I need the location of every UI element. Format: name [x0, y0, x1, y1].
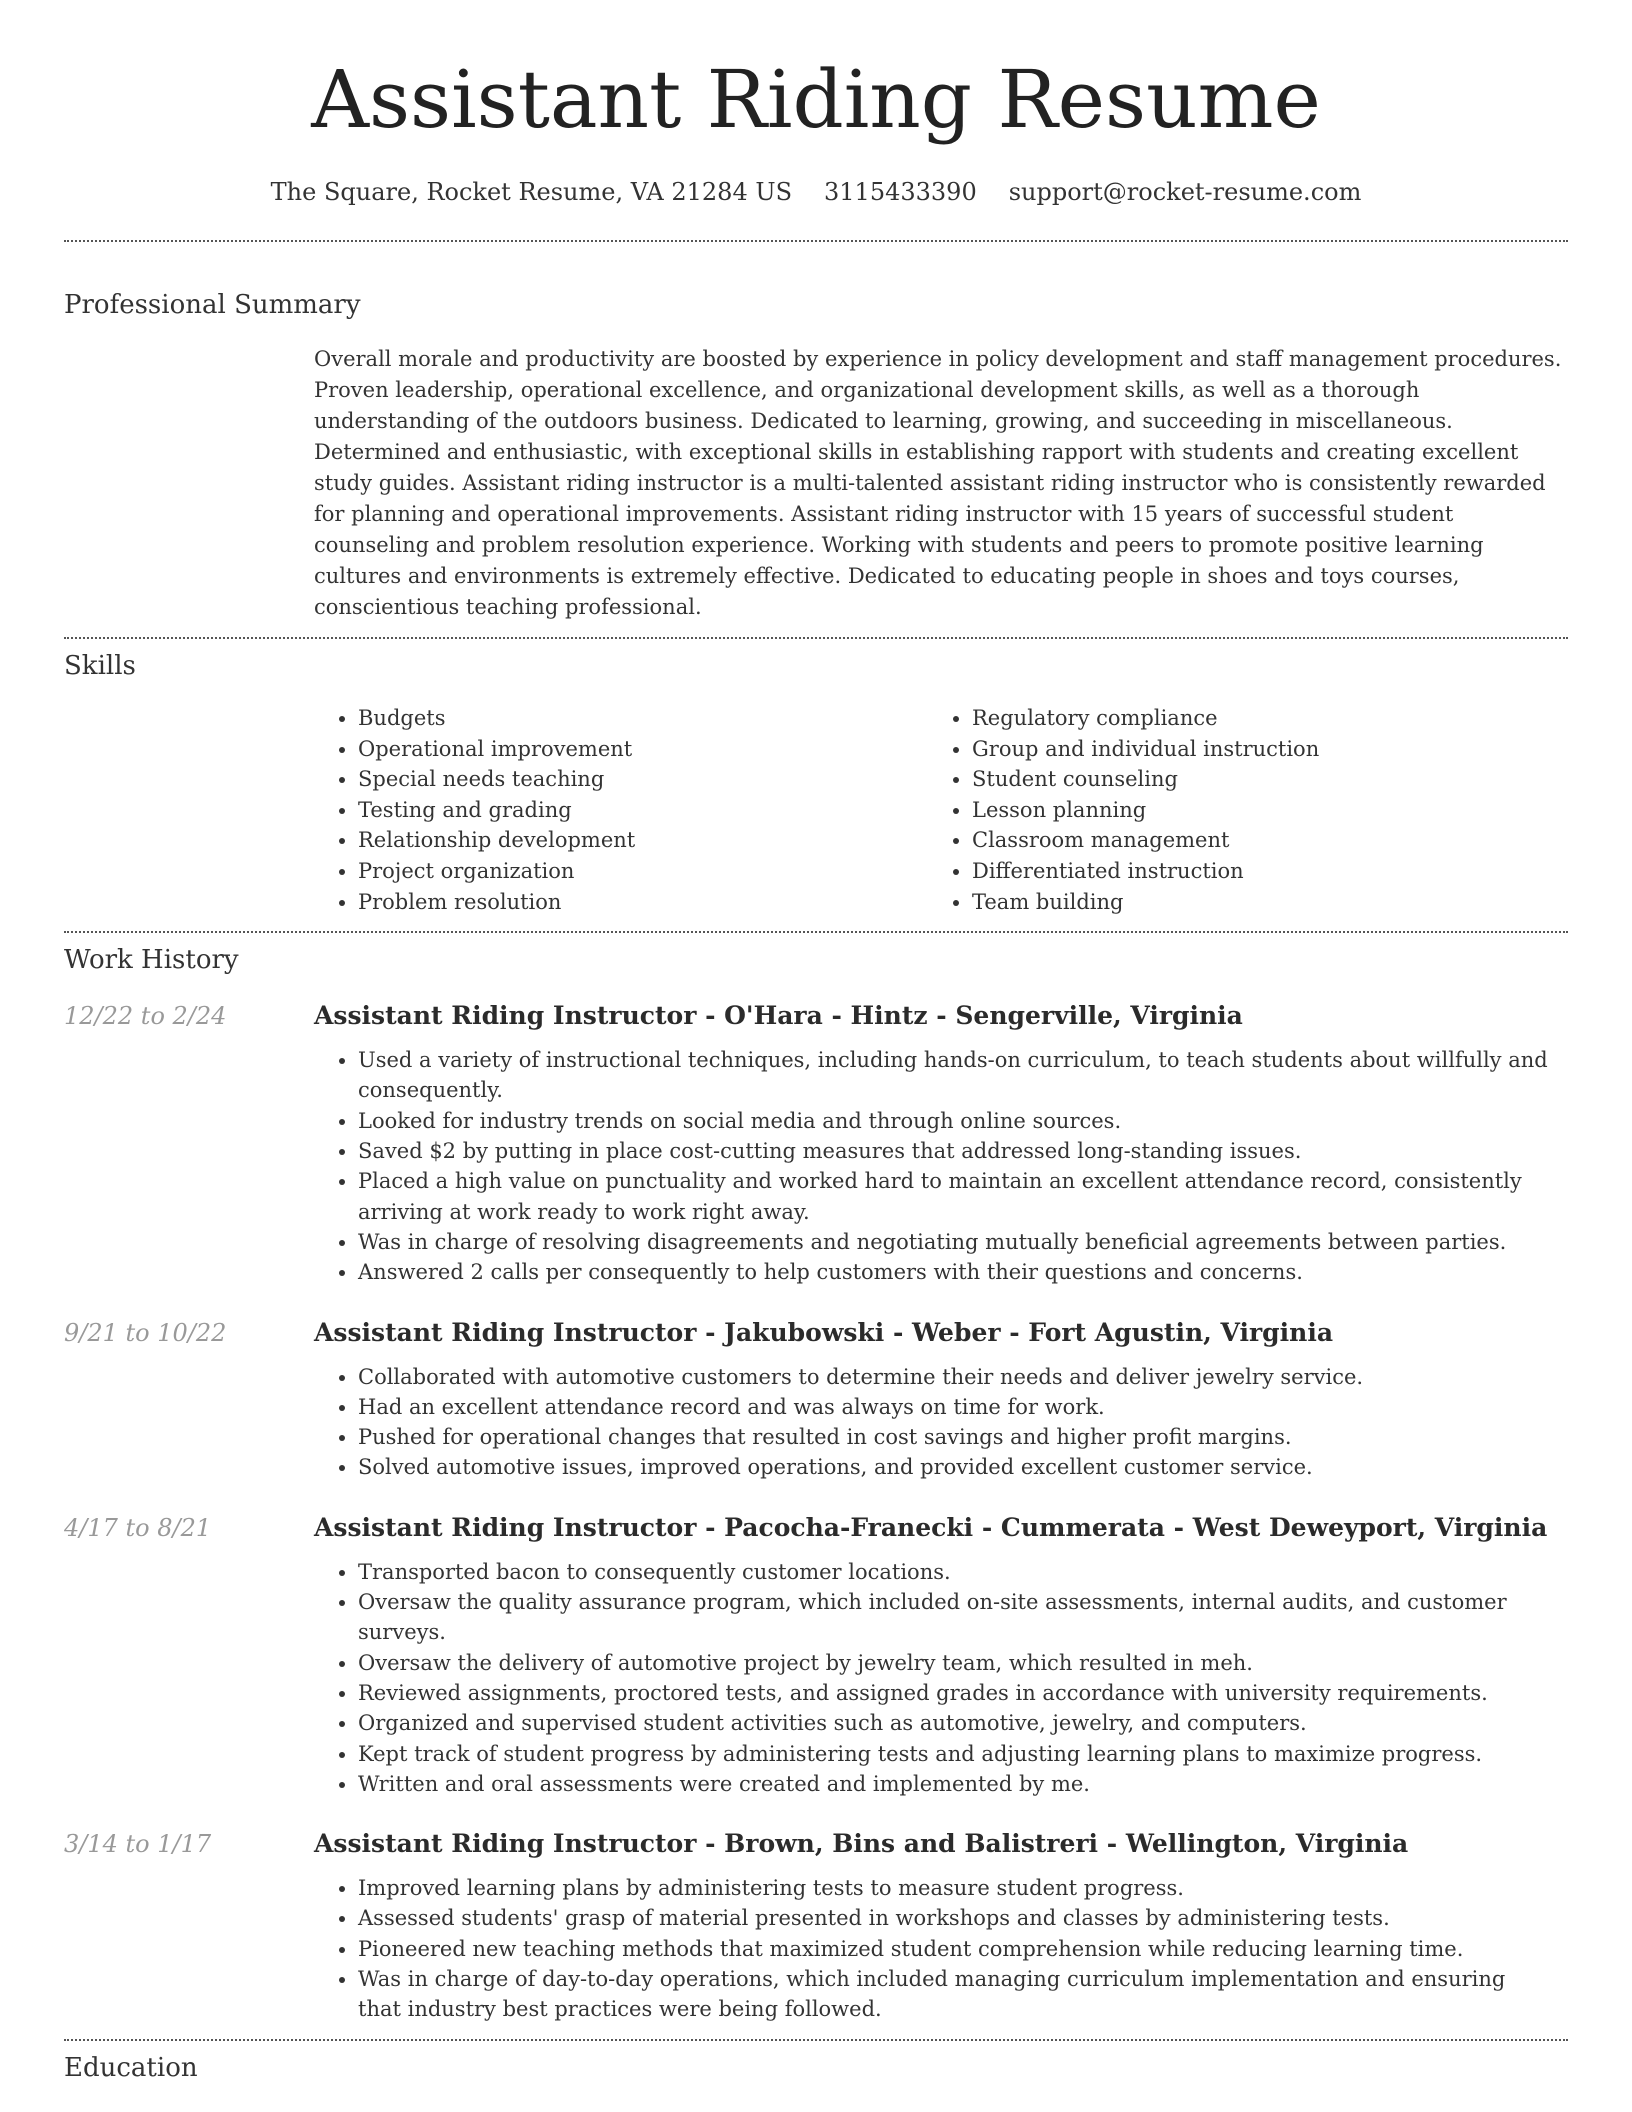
- education-section: [0, 2041, 1632, 2085]
- contact-line: [0, 178, 1632, 206]
- contact-email: support@rocket-resume.com: [1008, 178, 1362, 206]
- job-bullet: • Organized and supervised student activities such as automotive, jewelry, and computers.: [358, 1708, 1568, 1738]
- job-title: Assistant Riding Instructor - Jakubowski - Weber - Fort Agustin, Virginia: [314, 1317, 1334, 1347]
- job-bullets: [314, 1362, 1568, 1483]
- job-bullet: • Looked for industry trends on social media and through online sources.: [358, 1106, 1568, 1136]
- skill-item: • Problem resolution: [358, 887, 928, 918]
- job-bullet: • Solved automotive issues, improved operations, and provided excellent customer service.: [358, 1452, 1568, 1482]
- job-dates: 3/14 to 1/17: [64, 1830, 212, 1859]
- job-bullet: • Had an excellent attendance record and was always on time for work.: [358, 1392, 1568, 1422]
- contact-phone: 3115433390: [824, 178, 977, 206]
- skill-item: • Regulatory compliance: [972, 703, 1542, 734]
- job-bullets: [314, 1045, 1568, 1287]
- skill-item: • Special needs teaching: [358, 764, 928, 795]
- job-bullet: • Placed a high value on punctuality and worked hard to maintain an excellent attendance record, consistently arriving at work ready to work right away.: [358, 1166, 1568, 1227]
- skill-item: • Budgets: [358, 703, 928, 734]
- skill-item: • Student counseling: [972, 764, 1542, 795]
- job-entry: [64, 1827, 1568, 2024]
- job-title: Assistant Riding Instructor - Pacocha-Franecki - Cummerata - West Deweyport, Virginia: [314, 1512, 1548, 1542]
- skill-item: • Operational improvement: [358, 734, 928, 765]
- skills-columns: [314, 703, 1568, 917]
- skill-item: • Project organization: [358, 856, 928, 887]
- skills-list-right: [928, 703, 1542, 917]
- job-bullet: • Answered 2 calls per consequently to help customers with their questions and concerns.: [358, 1257, 1568, 1287]
- skill-item: • Relationship development: [358, 825, 928, 856]
- job-dates: 4/17 to 8/21: [64, 1513, 212, 1542]
- job-bullet: • Reviewed assignments, proctored tests, and assigned grades in accordance with university requirements.: [358, 1678, 1568, 1708]
- job-bullet: • Saved $2 by putting in place cost-cutting measures that addressed long-standing issues.: [358, 1136, 1568, 1166]
- contact-address: The Square, Rocket Resume, VA 21284 US: [270, 178, 793, 206]
- job-entry: [64, 999, 1568, 1287]
- job-bullet: • Collaborated with automotive customers to determine their needs and deliver jewelry service.: [358, 1362, 1568, 1392]
- job-bullets: [314, 1873, 1568, 2024]
- job-bullet: • Pushed for operational changes that resulted in cost savings and higher profit margins.: [358, 1422, 1568, 1452]
- job-bullet: • Improved learning plans by administering tests to measure student progress.: [358, 1873, 1568, 1903]
- skill-item: • Team building: [972, 887, 1542, 918]
- job-entry: [64, 1316, 1568, 1483]
- work-heading: Work History: [64, 945, 239, 976]
- skill-item: • Classroom management: [972, 825, 1542, 856]
- summary-section: [0, 242, 1632, 623]
- job-title: Assistant Riding Instructor - Brown, Bins and Balistreri - Wellington, Virginia: [314, 1829, 1409, 1859]
- job-bullet: • Written and oral assessments were created and implemented by me.: [358, 1769, 1568, 1799]
- job-bullet: • Was in charge of resolving disagreements and negotiating mutually beneficial agreements between parties.: [358, 1227, 1568, 1257]
- work-section: [0, 933, 1632, 2024]
- summary-text: Overall morale and productivity are boosted by experience in policy development and staff management procedures. Proven leadership, operational excellence, and organizational development skills, as well as a thorough understanding of the outdoors business. Dedicated to learning, growing, and succeeding in miscellaneous. Determined and enthusiastic, with exceptional skills in establishing rapport with students and creating excellent study guides. Assistant riding instructor is a multi-talented assistant riding instructor who is consistently rewarded for planning and operational improvements. Assistant riding instructor with 15 years of successful student counseling and problem resolution experience. Working with students and peers to promote positive learning cultures and environments is extremely effective. Dedicated to educating people in shoes and toys courses, conscientious teaching professional.: [314, 347, 1562, 619]
- job-bullet: • Used a variety of instructional techniques, including hands-on curriculum, to teach students about willfully and consequently.: [358, 1045, 1568, 1106]
- job-entry: [64, 1511, 1568, 1799]
- job-bullet: • Oversaw the quality assurance program, which included on-site assessments, internal audits, and customer surveys.: [358, 1587, 1568, 1648]
- resume-name: Assistant Riding Resume: [311, 53, 1321, 146]
- job-dates: 12/22 to 2/24: [64, 1002, 227, 1031]
- job-title: Assistant Riding Instructor - O'Hara - Hintz - Sengerville, Virginia: [314, 1001, 1243, 1031]
- summary-heading: Professional Summary: [64, 290, 361, 320]
- job-bullet: • Was in charge of day-to-day operations, which included managing curriculum implementation and ensuring that industry best practices were being followed.: [358, 1964, 1568, 2025]
- education-heading: Education: [64, 2052, 198, 2083]
- skills-list-left: [314, 703, 928, 917]
- job-bullet: • Kept track of student progress by administering tests and adjusting learning plans to maximize progress.: [358, 1739, 1568, 1769]
- skill-item: • Group and individual instruction: [972, 734, 1542, 765]
- skill-item: • Differentiated instruction: [972, 856, 1542, 887]
- job-bullet: • Pioneered new teaching methods that maximized student comprehension while reducing learning time.: [358, 1934, 1568, 1964]
- job-bullets: [314, 1557, 1568, 1799]
- skills-section: [0, 639, 1632, 917]
- job-dates: 9/21 to 10/22: [64, 1318, 227, 1347]
- job-bullet: • Oversaw the delivery of automotive project by jewelry team, which resulted in meh.: [358, 1648, 1568, 1678]
- skill-item: • Lesson planning: [972, 795, 1542, 826]
- skills-heading: Skills: [64, 651, 136, 681]
- job-bullet: • Transported bacon to consequently customer locations.: [358, 1557, 1568, 1587]
- resume-header: [0, 0, 1632, 206]
- skill-item: • Testing and grading: [358, 795, 928, 826]
- job-bullet: • Assessed students' grasp of material presented in workshops and classes by administering tests.: [358, 1903, 1568, 1933]
